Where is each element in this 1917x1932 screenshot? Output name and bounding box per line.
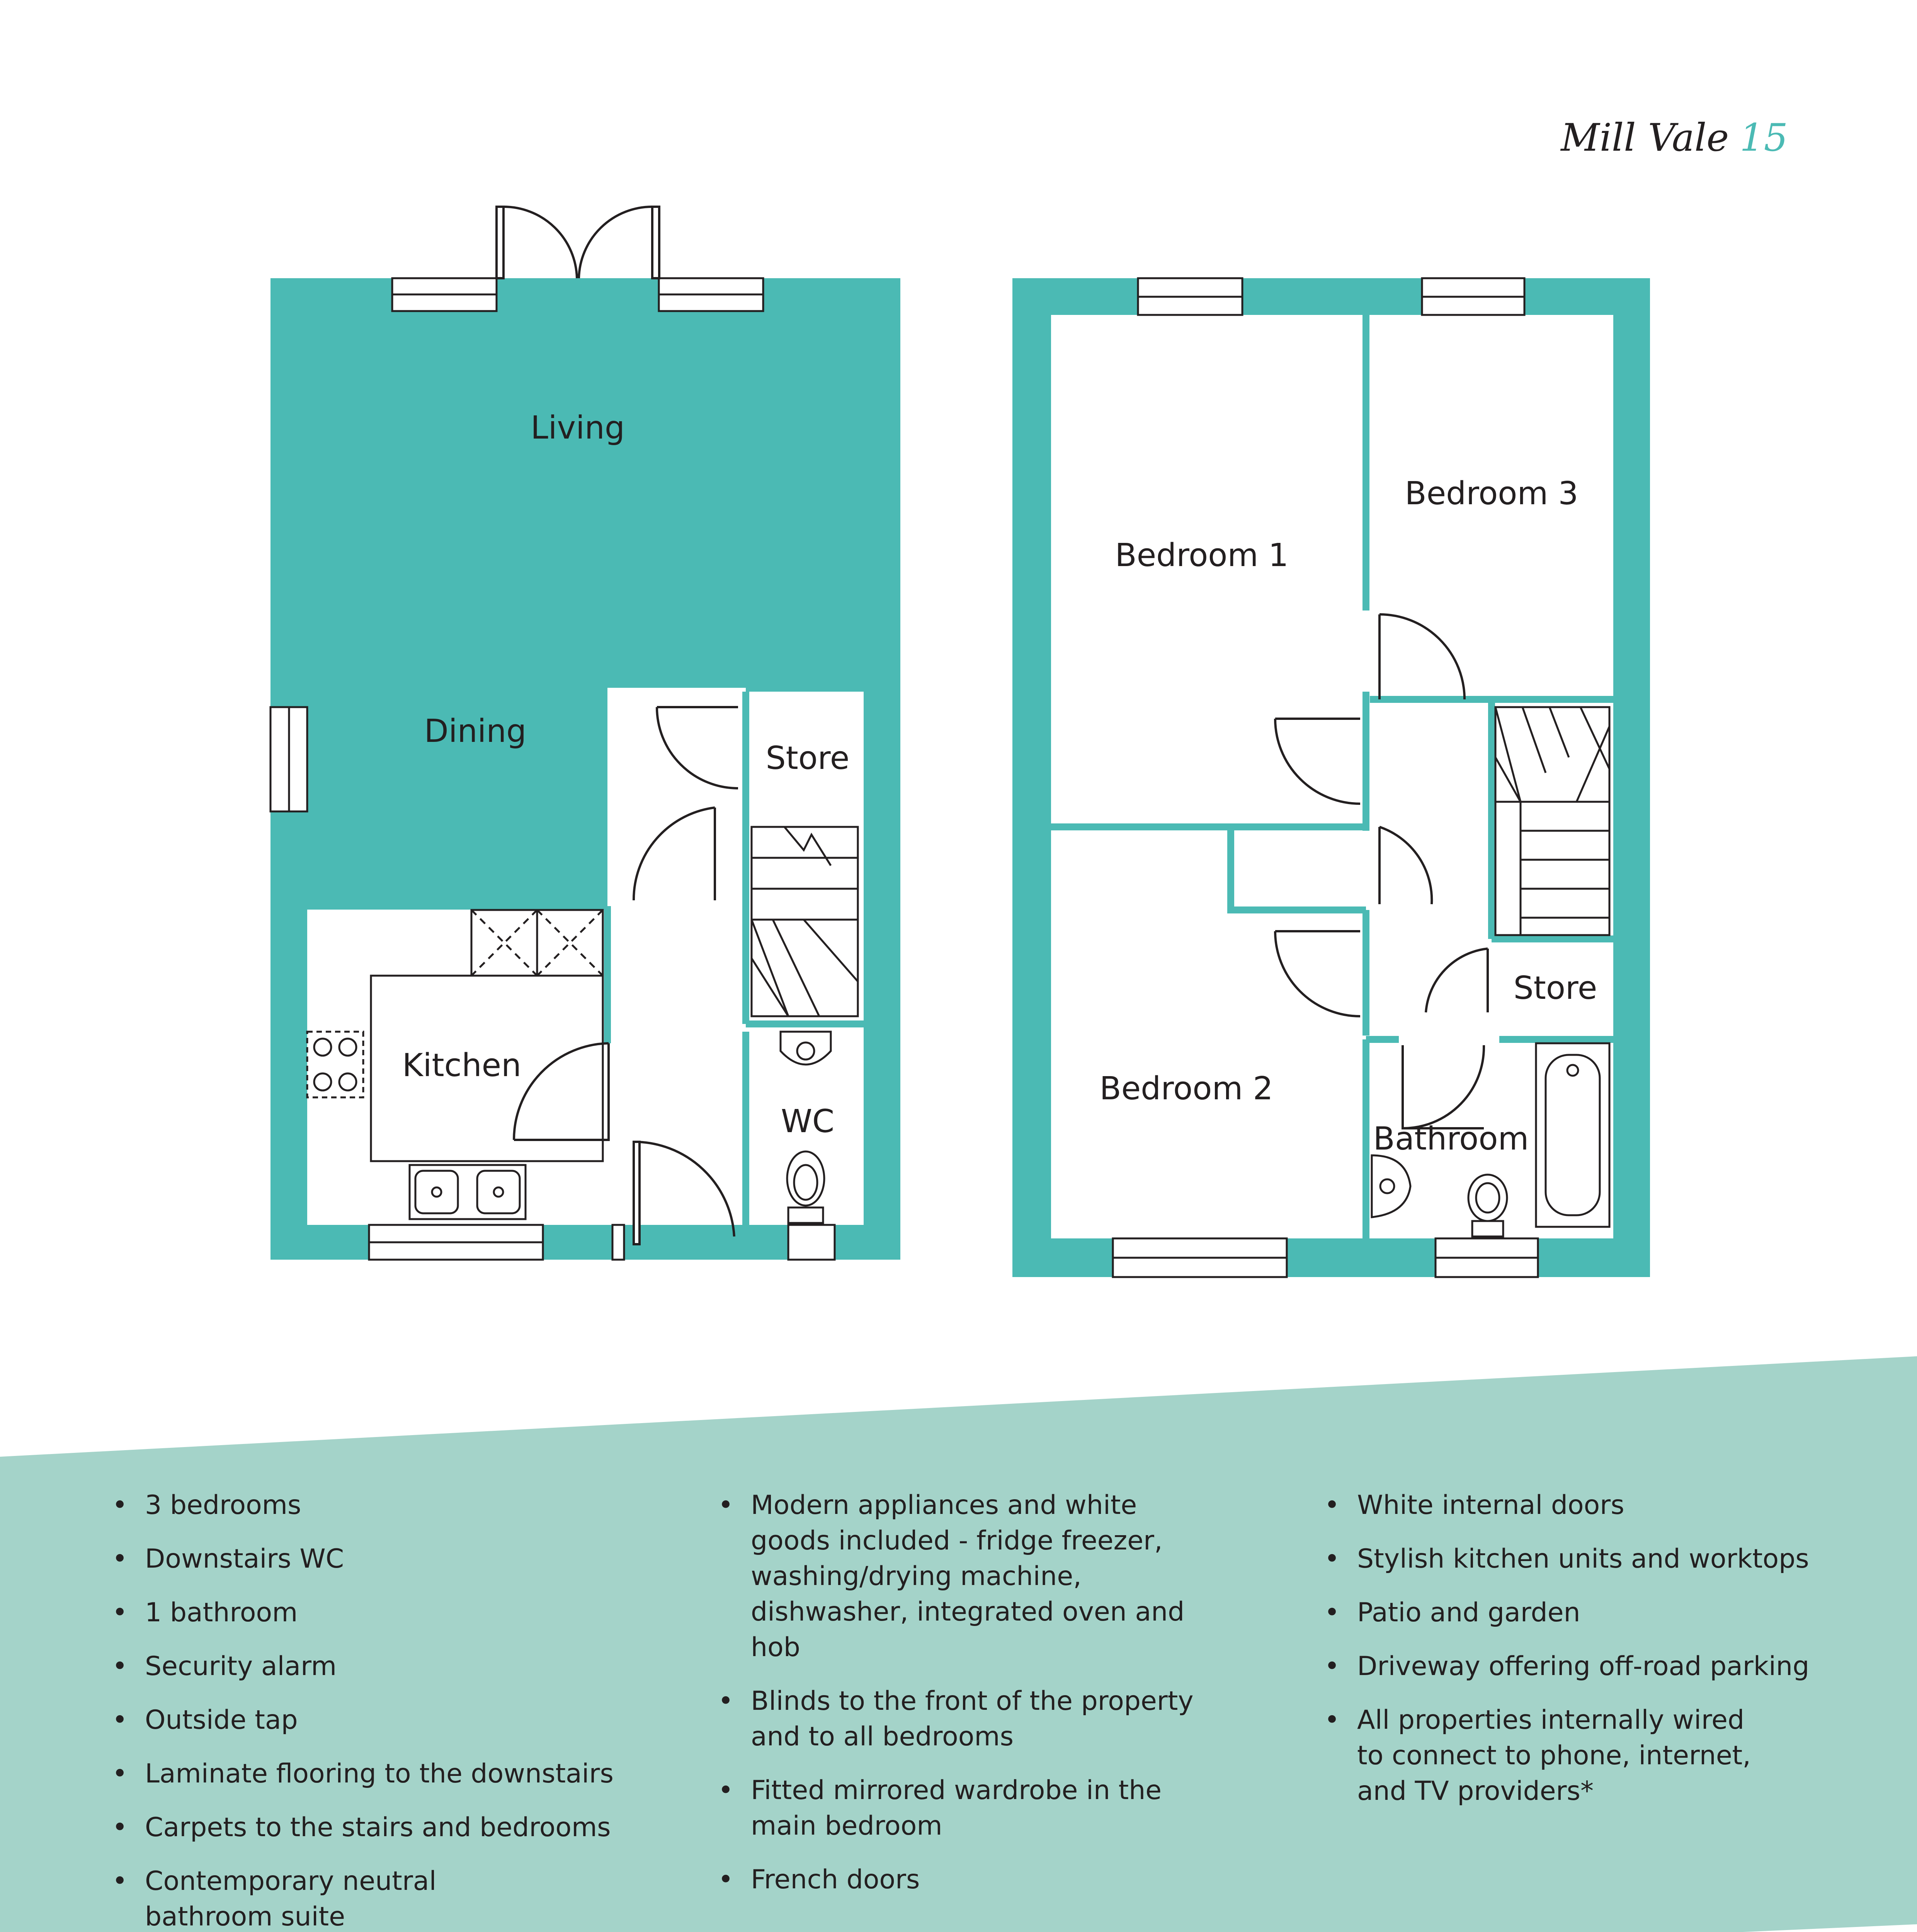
features-column-3 <box>1320 1488 1861 1827</box>
feature-item: • Carpets to the stairs and bedrooms <box>108 1810 696 1845</box>
room-label-dining: Dining <box>424 713 527 750</box>
development-name: Mill Vale <box>1561 116 1729 160</box>
first-floor-plan <box>1012 278 1650 1277</box>
feature-item: • Contemporary neutral bathroom suite <box>108 1864 462 1932</box>
ground-stairs <box>752 827 858 1016</box>
room-label-bedroom-2: Bedroom 2 <box>1099 1070 1273 1107</box>
first-interior-doors <box>1275 614 1488 1128</box>
room-label-bedroom-3: Bedroom 3 <box>1405 475 1579 512</box>
french-doors <box>497 207 659 278</box>
room-label-store: Store <box>765 740 850 777</box>
feature-item: • Fitted mirrored wardrobe in the main bedroom <box>714 1773 1195 1844</box>
feature-item: • Modern appliances and white goods included - fridge freezer, washing/drying machine, dishwasher, integrated oven and hob <box>714 1488 1195 1665</box>
room-label-kitchen: Kitchen <box>402 1047 522 1084</box>
feature-item: • Downstairs WC <box>108 1541 696 1577</box>
first-stairs <box>1495 707 1609 935</box>
feature-item: • 1 bathroom <box>108 1595 696 1631</box>
feature-item: • 3 bedrooms <box>108 1488 696 1523</box>
page-number: 15 <box>1740 116 1788 160</box>
room-label-wc: WC <box>781 1103 835 1140</box>
feature-item: • Stylish kitchen units and worktops <box>1320 1541 1861 1577</box>
feature-item: • All properties internally wired to connect to phone, internet, and TV providers* <box>1320 1702 1751 1809</box>
room-label-bathroom: Bathroom <box>1373 1121 1529 1157</box>
feature-item: • Driveway offering off-road parking <box>1320 1649 1861 1684</box>
room-label-bedroom-1: Bedroom 1 <box>1115 537 1289 574</box>
room-label-living: Living <box>531 410 625 446</box>
feature-item: • Laminate flooring to the downstairs <box>108 1756 696 1792</box>
first-floor-walls <box>1012 278 1650 1277</box>
feature-item: • White internal doors <box>1320 1488 1861 1523</box>
features-column-2 <box>714 1488 1255 1916</box>
feature-item: • French doors <box>714 1862 1255 1898</box>
feature-item: • Security alarm <box>108 1649 696 1684</box>
ground-floor-plan <box>270 207 900 1260</box>
room-label-store-first: Store <box>1513 970 1597 1007</box>
feature-item: • Patio and garden <box>1320 1595 1861 1631</box>
features-column-1 <box>108 1488 696 1932</box>
feature-item: • Outside tap <box>108 1702 696 1738</box>
feature-item: • Blinds to the front of the property and to all bedrooms <box>714 1684 1214 1755</box>
